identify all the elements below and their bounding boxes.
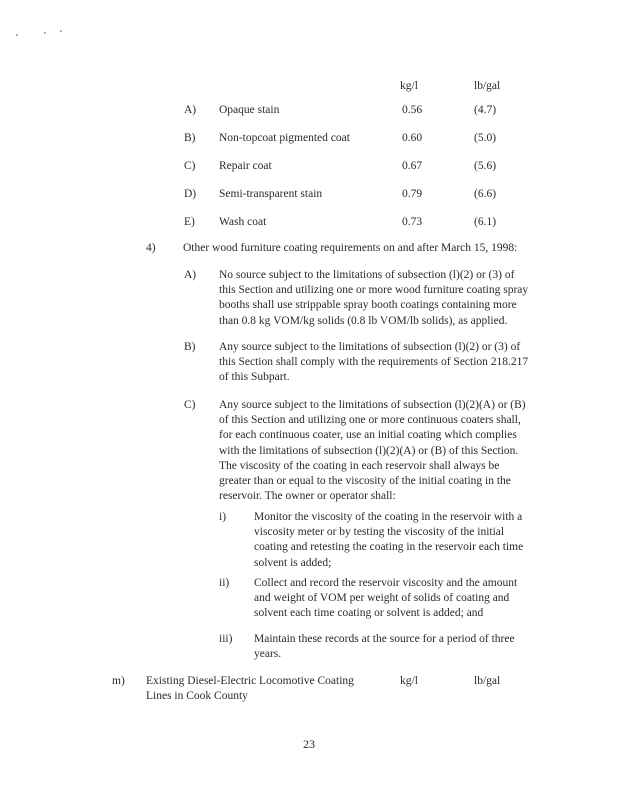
- subitem-iii-label: iii): [219, 633, 233, 645]
- unit-header-kg-per-liter: kg/l: [400, 80, 418, 92]
- text-line: Collect and record the reservoir viscosity and the amount: [254, 577, 518, 589]
- value-lb-per-gal: (6.6): [474, 188, 497, 200]
- coating-name: Semi-transparent stain: [219, 188, 323, 200]
- subitem-ii-text: [254, 576, 517, 622]
- coating-name: Wash coat: [219, 216, 267, 228]
- scan-artifact: [14, 28, 74, 38]
- section-m-unit-kg-per-liter: kg/l: [400, 675, 418, 687]
- item-b-text: [219, 340, 528, 386]
- section-m-unit-lb-per-gal: lb/gal: [474, 675, 501, 687]
- item-a-text: [219, 268, 528, 329]
- subitem-i-label: i): [219, 511, 227, 523]
- row-label: C): [184, 160, 196, 172]
- row-label: E): [184, 216, 195, 228]
- text-line: of this Subpart.: [219, 371, 290, 384]
- value-kg-per-liter: 0.73: [402, 216, 423, 228]
- subitem-iii-text: [254, 632, 515, 662]
- text-line: Lines in Cook County: [146, 690, 248, 703]
- item-a-label: A): [184, 269, 197, 281]
- value-lb-per-gal: (6.1): [474, 216, 497, 228]
- text-line: years.: [254, 648, 282, 661]
- text-line: solvent is added;: [254, 556, 332, 569]
- row-label: D): [184, 188, 197, 200]
- text-line: than 0.8 kg VOM/kg solids (0.8 lb VOM/lb solids), as applied.: [219, 314, 508, 327]
- subitem-i-text: [254, 510, 523, 571]
- row-label: A): [184, 104, 197, 116]
- text-line: greater than or equal to the viscosity of the initial coating in the: [219, 475, 511, 488]
- item-b-label: B): [184, 341, 196, 353]
- subitem-ii-label: ii): [219, 577, 230, 589]
- value-lb-per-gal: (5.6): [474, 160, 497, 172]
- text-line: Monitor the viscosity of the coating in the reservoir with a: [254, 511, 523, 523]
- row-label: B): [184, 132, 196, 144]
- value-kg-per-liter: 0.56: [402, 104, 423, 116]
- text-line: of this Section and utilizing one or more continuous coaters shall,: [219, 414, 521, 427]
- section-4-label: 4): [146, 242, 156, 254]
- value-kg-per-liter: 0.67: [402, 160, 423, 172]
- item-c-text: [219, 398, 526, 504]
- text-line: coating and retesting the coating in the reservoir each time: [254, 541, 524, 554]
- text-line: viscosity meter or by testing the viscosity of the initial: [254, 526, 505, 539]
- value-lb-per-gal: (4.7): [474, 104, 497, 116]
- value-kg-per-liter: 0.60: [402, 132, 423, 144]
- section-4-heading: Other wood furniture coating requirements on and after March 15, 1998:: [183, 242, 518, 254]
- text-line: No source subject to the limitations of subsection (l)(2) or (3) of: [219, 269, 515, 281]
- coating-name: Repair coat: [219, 160, 272, 172]
- text-line: this Section and utilizing one or more wood furniture coating spray: [219, 284, 529, 297]
- coating-name: Non-topcoat pigmented coat: [219, 132, 350, 144]
- text-line: solvent each time coating or solvent is added; and: [254, 607, 484, 620]
- section-m-heading: [146, 674, 354, 704]
- item-c-label: C): [184, 399, 196, 411]
- value-kg-per-liter: 0.79: [402, 188, 423, 200]
- text-line: Any source subject to the limitations of subsection (l)(2)(A) or (B): [219, 399, 526, 411]
- text-line: for each continuous coater, use an initial coating which complies: [219, 429, 517, 442]
- text-line: this Section shall comply with the requirements of Section 218.217: [219, 356, 529, 369]
- section-m-label: m): [112, 675, 125, 687]
- text-line: booths shall use strippable spray booth coatings containing more: [219, 299, 517, 312]
- text-line: The viscosity of the coating in each reservoir shall always be: [219, 459, 500, 472]
- text-line: reservoir. The owner or operator shall:: [219, 490, 396, 503]
- text-line: and weight of VOM per weight of solids of coating and: [254, 592, 510, 605]
- page-number: 23: [303, 737, 315, 751]
- unit-header-lb-per-gal: lb/gal: [474, 80, 501, 92]
- text-line: with the limitations of subsection (l)(2)(A) or (B) of this Section.: [219, 444, 519, 457]
- value-lb-per-gal: (5.0): [474, 132, 497, 144]
- text-line: Existing Diesel-Electric Locomotive Coating: [146, 675, 354, 687]
- text-line: Any source subject to the limitations of subsection (l)(2) or (3) of: [219, 341, 521, 353]
- text-line: Maintain these records at the source for a period of three: [254, 633, 515, 645]
- coating-name: Opaque stain: [219, 104, 280, 116]
